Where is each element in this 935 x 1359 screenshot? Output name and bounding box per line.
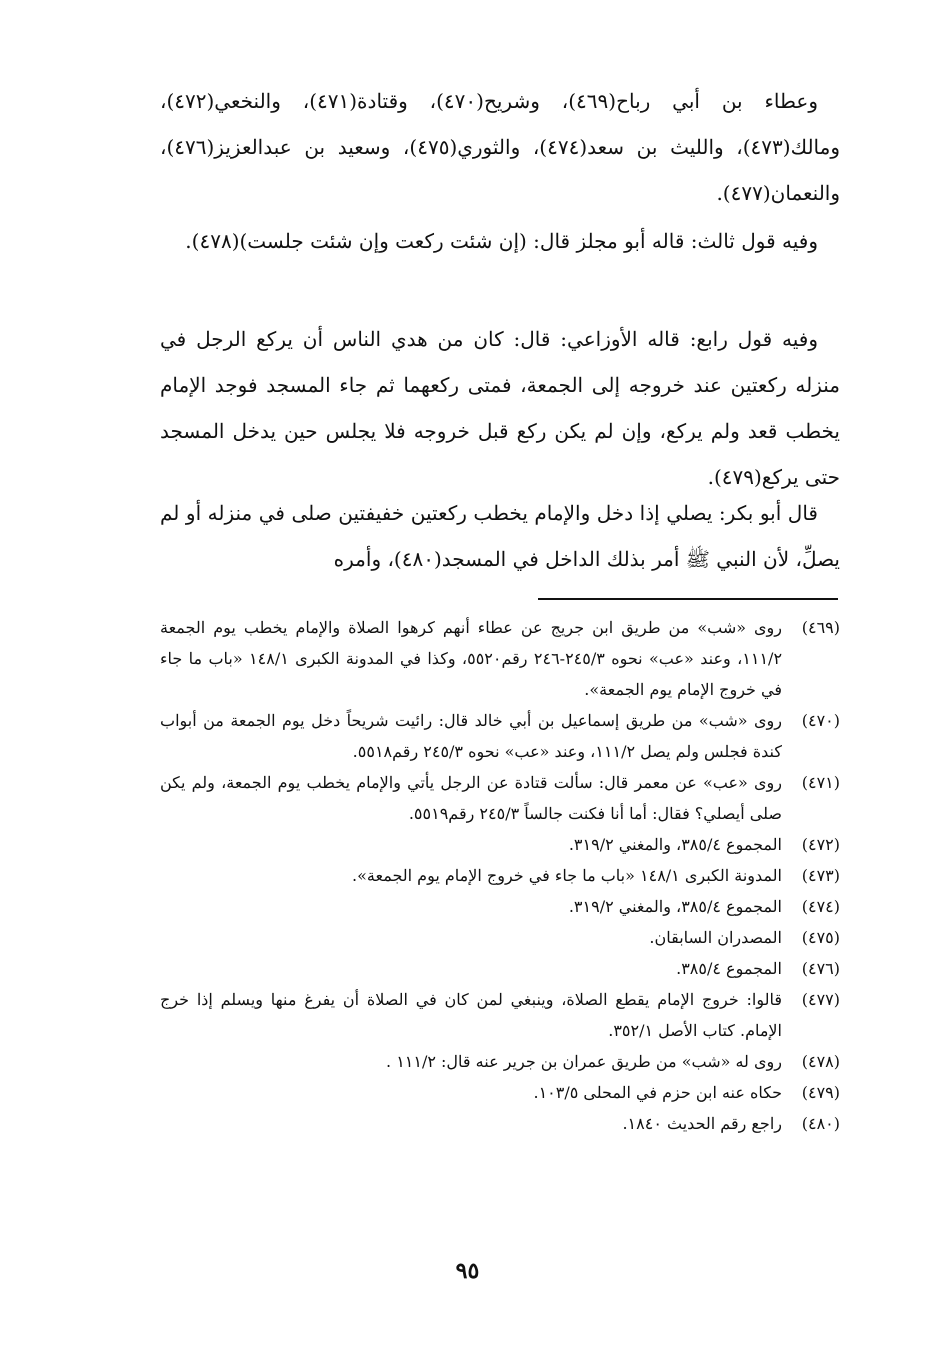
footnote-divider — [538, 598, 838, 600]
footnote-number: (٤٧٣) — [801, 866, 840, 885]
footnote-text: المدونة الكبرى ١٤٨/١ «باب ما جاء في خروج الإمام يوم الجمعة». — [352, 866, 782, 885]
footnote-item — [160, 705, 840, 767]
footnote-number: (٤٦٩) — [801, 618, 840, 637]
footnote-number: (٤٨٠) — [801, 1114, 840, 1133]
footnote-text: روى «شب» من طريق إسماعيل بن أبي خالد قال: رائيت شريحاً دخل يوم الجمعة من أبواب كندة فجلس ولم يصل ١١١/٢، وعند «عب» نحوه ٢٤٥/٣ رقم٥٥١٨. — [160, 711, 782, 761]
paragraph-text: وفيه قول ثالث: قاله أبو مجلز قال: (إن شئت ركعت وإن شئت جلست)(٤٧٨). — [185, 229, 818, 253]
body-paragraph — [160, 316, 840, 500]
footnote-number: (٤٧٥) — [801, 928, 840, 947]
footnote-text: راجع رقم الحديث ١٨٤٠. — [622, 1114, 782, 1133]
footnote-item — [160, 829, 840, 860]
footnote-item — [160, 860, 840, 891]
footnote-item — [160, 891, 840, 922]
footnote-number: (٤٧٧) — [801, 990, 840, 1009]
footnote-text: روى «عب» عن معمر قال: سألت قتادة عن الرجل يأتي والإمام يخطب يوم الجمعة، ولم يكن صلى أيصلي؟ فقال: أما أنا فكنت جالساً ٢٤٥/٣ رقم٥٥١٩. — [160, 773, 782, 823]
footnote-text: المصدران السابقان. — [649, 928, 782, 947]
footnote-item — [160, 984, 840, 1046]
paragraph-text: وعطاء بن أبي رباح(٤٦٩)، وشريح(٤٧٠)، وقتادة(٤٧١)، والنخعي(٤٧٢)، ومالك(٤٧٣)، والليث بن سعد(٤٧٤)، والثوري(٤٧٥)، وسعيد بن عبدالعزيز(٤٧٦)، والنعمان(٤٧٧). — [160, 89, 840, 205]
footnote-number: (٤٧١) — [801, 773, 840, 792]
footnote-item — [160, 1077, 840, 1108]
footnote-text: المجموع ٣٨٥/٤، والمغني ٣١٩/٢. — [568, 835, 782, 854]
body-paragraph — [160, 490, 840, 582]
paragraph-text: وفيه قول رابع: قاله الأوزاعي: قال: كان من هدي الناس أن يركع الرجل في منزله ركعتين عند خروجه إلى الجمعة، فمتى ركعهما ثم جاء المسجد فوجد الإمام يخطب قعد ولم يركع، وإن لم يكن ركع قبل خروجه فلا يجلس حين يدخل المسجد حتى يركع(٤٧٩). — [160, 327, 840, 489]
footnote-item — [160, 612, 840, 705]
footnote-number: (٤٧٤) — [801, 897, 840, 916]
body-paragraph — [160, 78, 840, 216]
paragraph-text: قال أبو بكر: يصلي إذا دخل والإمام يخطب ركعتين خفيفتين صلى في منزله أو لم يصلِّ، لأن النبي ﷺ أمر بذلك الداخل في المسجد(٤٨٠)، وأمره — [160, 501, 840, 571]
footnote-item — [160, 922, 840, 953]
footnote-item — [160, 1108, 840, 1139]
footnote-text: المجموع ٣٨٥/٤، والمغني ٣١٩/٢. — [568, 897, 782, 916]
footnote-number: (٤٧٨) — [801, 1052, 840, 1071]
footnote-number: (٤٧٩) — [801, 1083, 840, 1102]
footnote-item — [160, 953, 840, 984]
footnote-number: (٤٧٠) — [801, 711, 840, 730]
footnote-number: (٤٧٦) — [801, 959, 840, 978]
footnotes-section — [160, 612, 840, 1139]
footnote-text: روى له «شب» من طريق عمران بن جرير عنه قال: ١١١/٢ . — [386, 1052, 782, 1071]
footnote-number: (٤٧٢) — [801, 835, 840, 854]
page-number: ٩٥ — [455, 1258, 480, 1284]
footnote-item — [160, 767, 840, 829]
body-paragraph — [160, 218, 840, 264]
footnote-text: قالوا: خروج الإمام يقطع الصلاة، وينبغي لمن كان في الصلاة أن يفرغ منها ويسلم إذا خرج الإمام. كتاب الأصل ٣٥٢/١. — [160, 990, 783, 1040]
footnote-text: حكاه عنه ابن حزم في المحلى ١٠٣/٥. — [533, 1083, 782, 1102]
footnote-text: المجموع ٣٨٥/٤. — [676, 959, 782, 978]
footnote-item — [160, 1046, 840, 1077]
footnote-text: روى «شب» من طريق ابن جريج عن عطاء أنهم كرهوا الصلاة والإمام يخطب يوم الجمعة ١١١/٢، وعند «عب» نحوه ٢٤٥/٣-٢٤٦ رقم٥٥٢٠، وكذا في المدونة الكبرى ١٤٨/١ «باب ما جاء في خروج الإمام يوم الجمعة». — [160, 618, 783, 699]
